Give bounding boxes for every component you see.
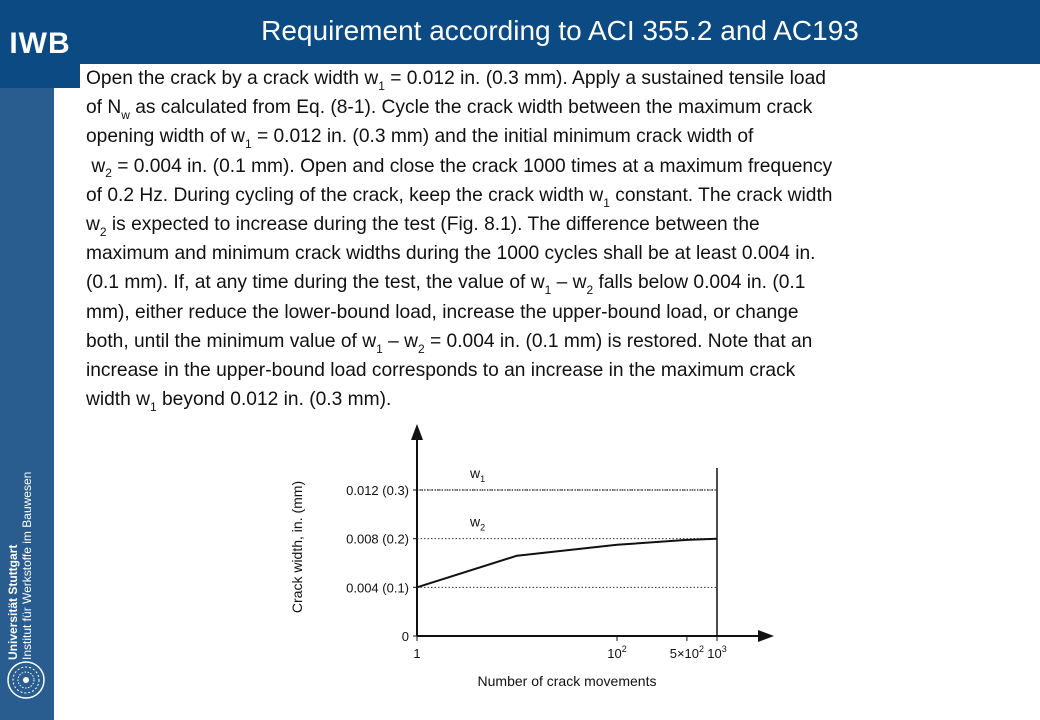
subscript: w [121,108,130,123]
text-line [86,152,1026,181]
y-axis-arrow-icon [411,424,423,440]
x-tick-label: 1 [413,646,421,661]
text-span: as calculated from Eq. (8-1). Cycle the crack width between the maximum crack [129,97,813,119]
subscript: 2 [99,224,107,239]
text-line [86,327,1026,356]
subscript: 2 [417,341,425,356]
requirement-paragraph [86,64,1026,414]
subscript: 1 [149,400,157,415]
text-span: = 0.012 in. (0.3 mm) and the initial minimum crack width of [251,126,754,148]
text-line [86,93,1026,122]
subscript: 1 [376,341,383,356]
text-span: opening width of w [86,126,245,148]
text-span: of N [86,97,122,119]
series-label-w2: $w_2$ [470,513,486,533]
text-line [86,64,1026,93]
text-span: falls below 0.004 in. (0.1 [593,272,806,294]
sidebar [0,0,80,720]
text-line [86,181,1026,210]
crack-width-chart [282,418,782,720]
x-axis-title: Number of crack movements [477,673,657,689]
text-span: Open the crack by a crack width w [86,68,379,89]
y-tick-label: 0.004 (0.1) [346,580,409,596]
text-line: maximum and minimum crack widths during the 1000 cycles shall be at least 0.004 in. [86,243,816,265]
institute-name: Institut für Werkstoffe im Bauwesen [20,471,34,660]
w2-series-line [417,539,717,588]
subscript: 1 [244,137,252,152]
institution-label [6,410,46,660]
y-tick-label: 0.008 (0.2) [346,531,409,547]
series-label-w1: $w_1$ [470,465,486,484]
text-span: w [86,214,100,236]
y-axis-title: Crack width, in. (mm) [289,480,305,614]
text-line [86,210,1026,239]
text-span: – w [382,330,418,352]
text-line: mm), either reduce the lower-bound load, increase the upper-bound load, or change [86,301,799,323]
text-span: constant. The crack width [609,184,833,206]
text-line [86,122,1026,151]
logo-text: IWB [9,27,71,60]
subscript: 1 [378,78,385,93]
university-name: Universität Stuttgart [6,544,20,660]
text-span: width w [86,389,150,411]
text-span: beyond 0.012 in. (0.3 mm). [156,389,392,411]
university-seal-icon [6,660,46,700]
subscript: 1 [544,283,552,298]
page-title: Requirement according to ACI 355.2 and AC193 [261,15,859,46]
text-span: both, until the minimum value of w [86,330,377,352]
text-line [86,268,1026,297]
text-span: = 0.004 in. (0.1 mm) is restored. Note that an [424,330,813,352]
subscript: 2 [105,166,112,181]
text-span: = 0.012 in. (0.3 mm). Apply a sustained tensile load [384,68,826,89]
text-line: increase in the upper-bound load corresponds to an increase in the maximum crack [86,360,796,382]
x-tick-label: $10^3$ [707,644,727,661]
x-tick-label: $5\times 10^2$ [669,644,705,661]
text-span: (0.1 mm). If, at any time during the test, the value of w [86,272,545,294]
text-span: is expected to increase during the test (Fig. 8.1). The difference between the [106,214,760,236]
text-span: of 0.2 Hz. During cycling of the crack, keep the crack width w [86,184,604,206]
text-span: – w [551,272,587,294]
subscript: 1 [603,195,610,210]
text-span: = 0.004 in. (0.1 mm). Open and close the crack 1000 times at a maximum frequency [111,155,833,177]
x-tick-label: $10^2$ [607,644,627,661]
subscript: 2 [586,283,594,298]
y-tick-label: 0 [401,629,409,644]
x-axis-arrow-icon [758,630,774,642]
iwb-logo [0,0,80,88]
text-line [86,385,1026,414]
y-tick-label: 0.012 (0.3) [346,483,409,498]
text-span: w [86,155,106,177]
